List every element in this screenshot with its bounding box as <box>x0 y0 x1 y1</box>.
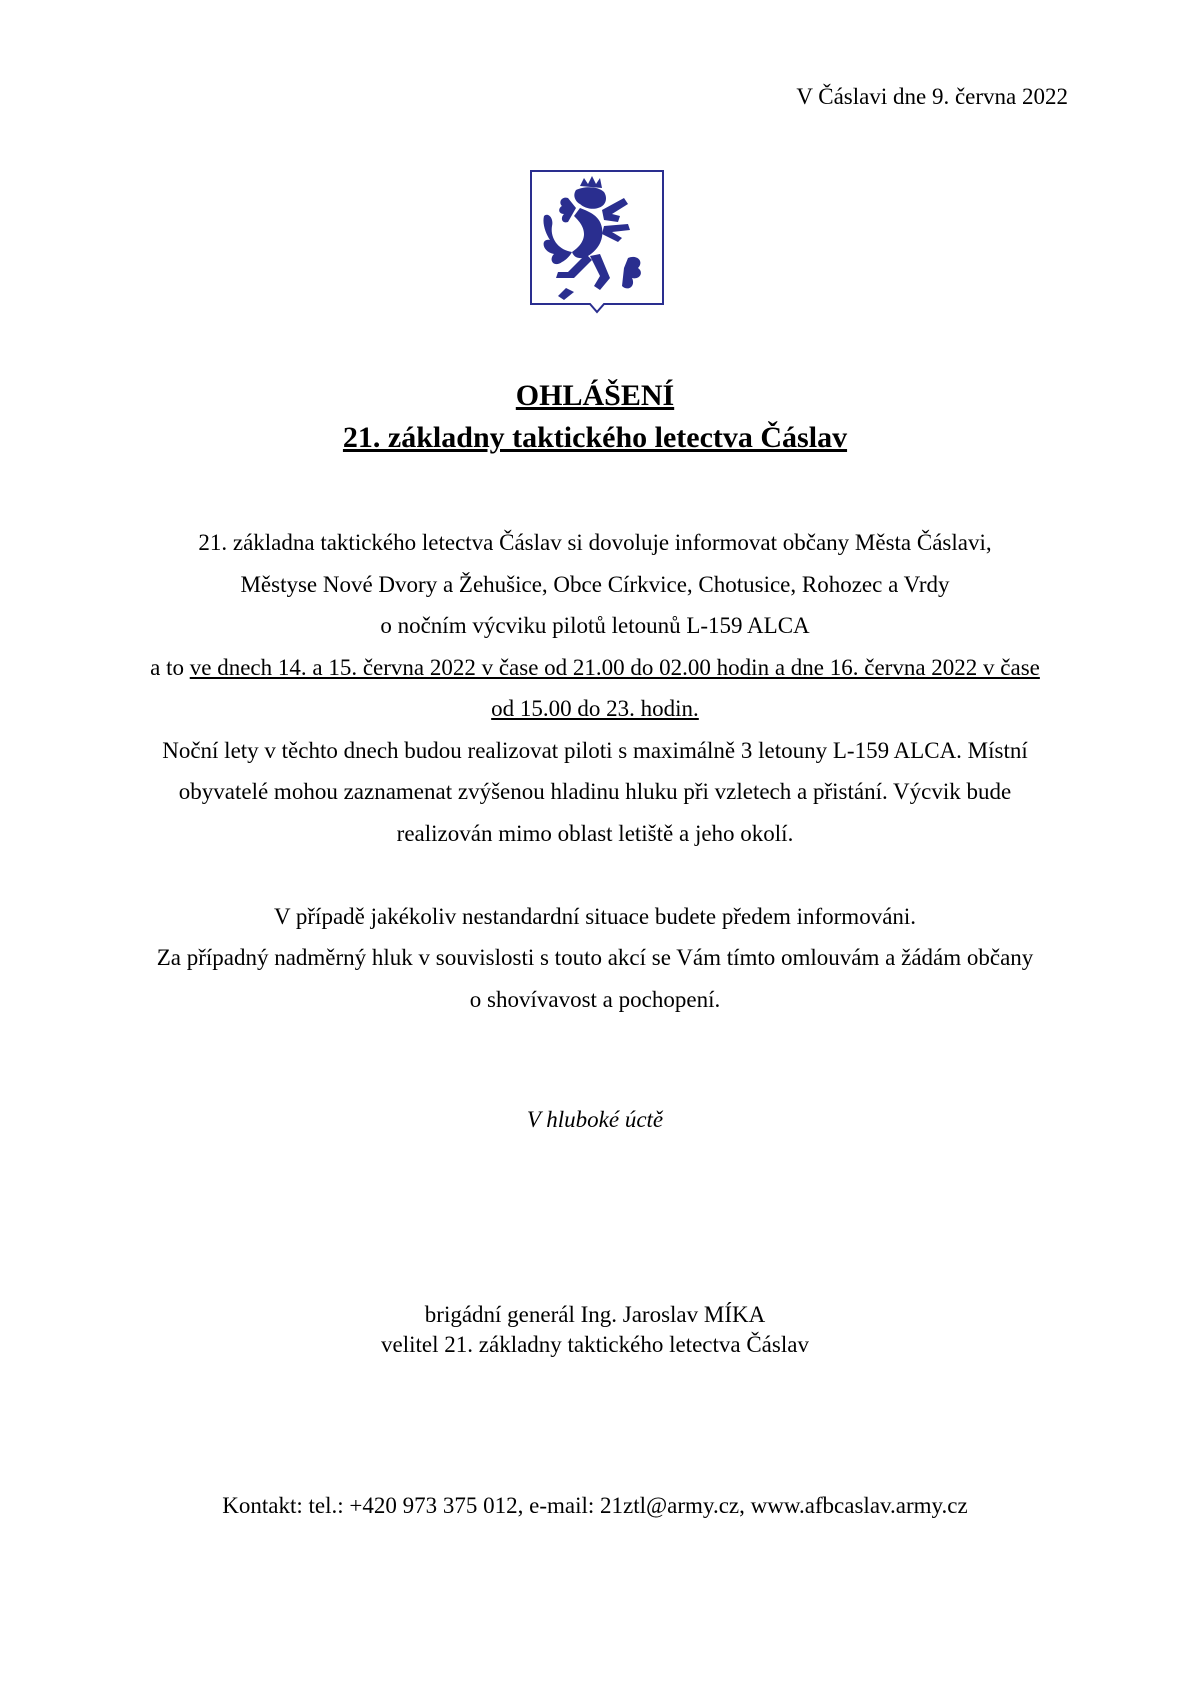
body-line-schedule <box>0 647 1190 689</box>
body-line: o nočním výcviku pilotů letounů L-159 ALCA <box>380 613 810 638</box>
body-line: Městyse Nové Dvory a Žehušice, Obce Církvice, Chotusice, Rohozec a Vrdy <box>240 571 950 597</box>
schedule-dates: ve dnech 14. a 15. června 2022 v čase od 21.00 do 02.00 hodin a dne 16. června 2022 v čase <box>189 654 1040 680</box>
contact-footer: Kontakt: tel.: +420 973 375 012, e-mail: 21ztl@army.cz, www.afbcaslav.army.cz <box>222 1493 968 1518</box>
document-date: V Čáslavi dne 9. června 2022 <box>796 84 1068 109</box>
closing-greeting: V hluboké úctě <box>526 1107 664 1132</box>
body-line: o shovívavost a pochopení. <box>469 986 721 1012</box>
lion-coat-of-arms-icon <box>528 168 666 314</box>
document-title <box>0 375 1190 459</box>
schedule-dates-cont: od 15.00 do 23. hodin. <box>491 696 699 721</box>
title-line-1: OHLÁŠENÍ <box>515 379 675 412</box>
body-line: Za případný nadměrný hluk v souvislosti s touto akcí se Vám tímto omlouvám a žádám občany <box>156 945 1034 970</box>
body-line: obyvatelé mohou zaznamenat zvýšenou hladinu hluku při vzletech a přistání. Výcvik bude <box>178 779 1012 804</box>
body-line: realizován mimo oblast letiště a jeho okolí. <box>396 820 794 846</box>
title-line-2: 21. základny taktického letectva Čáslav <box>342 421 848 454</box>
body-line: Noční lety v těchto dnech budou realizovat piloti s maximálně 3 letouny L-159 ALCA. Místní <box>162 737 1028 763</box>
body-line: V případě jakékoliv nestandardní situace budete předem informováni. <box>273 903 917 929</box>
announcement-body <box>0 522 1190 1020</box>
schedule-prefix: a to <box>150 654 190 680</box>
paragraph-gap <box>0 854 1190 896</box>
signature-block <box>0 1300 1190 1360</box>
signatory-role: velitel 21. základny taktického letectva Čáslav <box>381 1332 809 1357</box>
signatory-name: brigádní generál Ing. Jaroslav MÍKA <box>424 1302 766 1327</box>
body-line: 21. základna taktického letectva Čáslav si dovoluje informovat občany Města Čáslavi, <box>198 530 992 555</box>
